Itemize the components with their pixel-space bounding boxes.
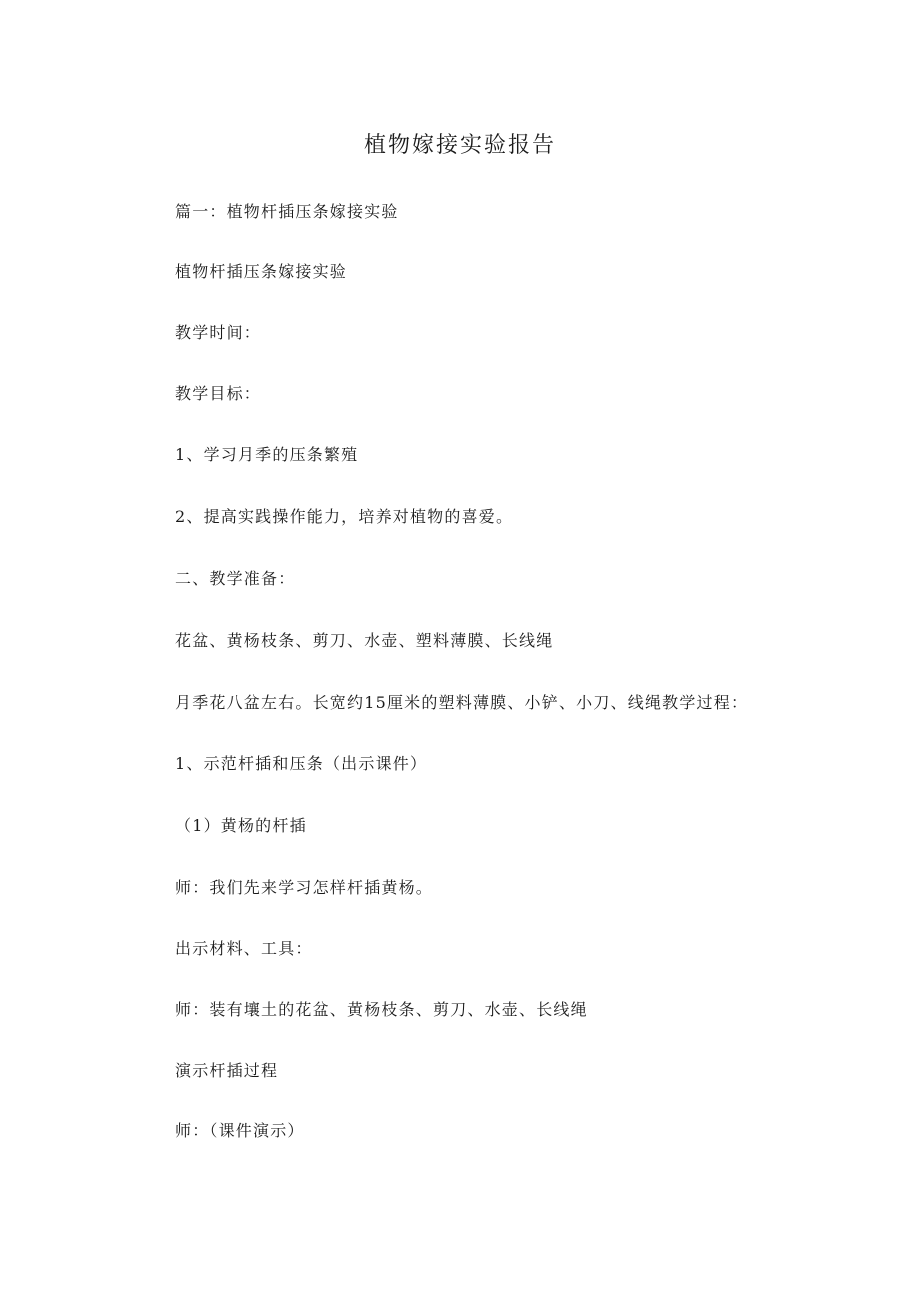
document-title: 植物嫁接实验报告 [363, 133, 556, 158]
teaching-goals: 教学目标： [175, 384, 262, 403]
teacher-line-3: 师：（课件演示） [175, 1121, 305, 1140]
section-heading: 篇一：植物杆插压条嫁接实验 [175, 202, 399, 221]
goal-item-1: 1、学习月季的压条繁殖 [175, 445, 359, 464]
demo-process: 演示杆插过程 [175, 1061, 279, 1080]
teaching-time: 教学时间： [175, 323, 262, 342]
process-step-1: 1、示范杆插和压条（出示课件） [175, 754, 428, 773]
preparation-heading: 二、教学准备： [175, 569, 296, 588]
teacher-line-1: 师：我们先来学习怎样杆插黄杨。 [175, 878, 434, 897]
goal-item-2: 2、提高实践操作能力，培养对植物的喜爱。 [175, 507, 514, 526]
materials-list: 花盆、黄杨枝条、剪刀、水壶、塑料薄膜、长线绳 [175, 631, 554, 650]
sub-step-1: （1）黄杨的杆插 [175, 816, 307, 835]
subheading: 植物杆插压条嫁接实验 [175, 262, 348, 281]
teacher-line-2: 师：装有壤土的花盆、黄杨枝条、剪刀、水壶、长线绳 [175, 1000, 588, 1019]
materials-list-2: 月季花八盆左右。长宽约15厘米的塑料薄膜、小铲、小刀、线绳教学过程： [175, 693, 749, 712]
show-materials: 出示材料、工具： [175, 939, 313, 958]
